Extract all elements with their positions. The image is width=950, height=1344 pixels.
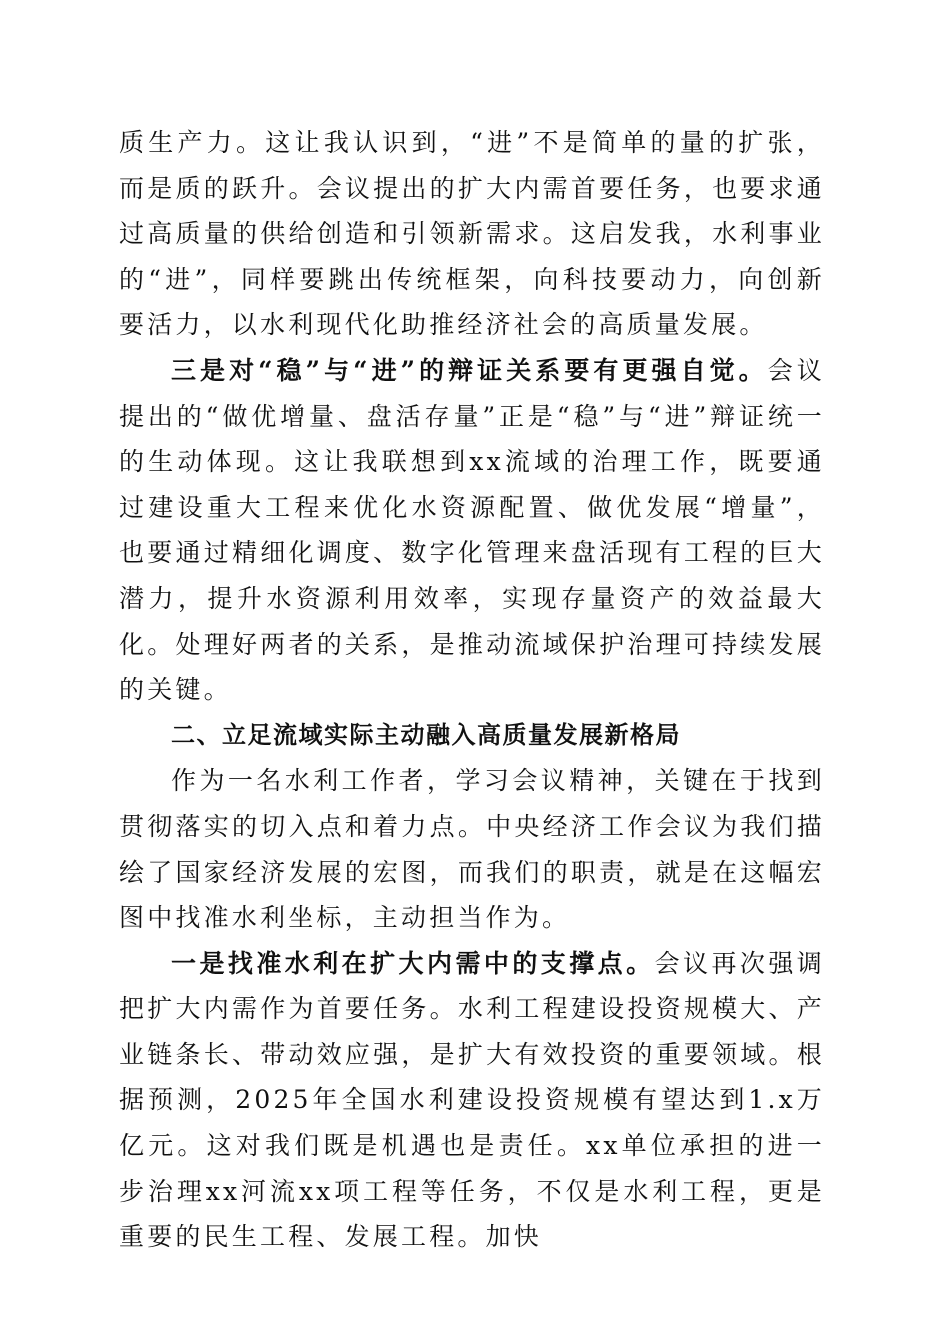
paragraph-section-intro: 作为一名水利工作者，学习会议精神，关键在于找到贯彻落实的切入点和着力点。中央经济工作会议为我们描绘了国家经济发展的宏图，而我们的职责，就是在这幅宏图中找准水利坐标，主动担当作为。 (119, 766, 825, 933)
section-heading-two: 二、立足流域实际主动融入高质量发展新格局 (171, 720, 681, 749)
point-one-lead: 一是找准水利在扩大内需中的支撑点。 (171, 948, 655, 978)
point-one-body: 会议再次强调把扩大内需作为首要任务。水利工程建设投资规模大、产业链条长、带动效应强，是扩大有效投资的重要领域。根据预测，2025年全国水利建设投资规模有望达到1.x万亿元。这对我们既是机遇也是责任。xx单位承担的进一步治理xx河流xx项工程等任务，不仅是水利工程，更是重要的民生工程、发展工程。加快 (119, 948, 826, 1252)
point-three-lead: 三是对“稳”与“进”的辩证关系要有更强自觉。 (171, 355, 768, 385)
document-body (119, 120, 825, 1260)
paragraph-continuation: 质生产力。这让我认识到，“进”不是简单的量的扩张，而是质的跃升。会议提出的扩大内需首要任务，也要求通过高质量的供给创造和引领新需求。这启发我，水利事业的“进”，同样要跳出传统框架，向科技要动力，向创新要活力，以水利现代化助推经济社会的高质量发展。 (119, 128, 825, 340)
paragraph-point-one (119, 941, 825, 1260)
point-three-body: 会议提出的“做优增量、盘活存量”正是“稳”与“进”辩证统一的生动体现。这让我联想到xx流域的治理工作，既要通过建设重大工程来优化水资源配置、做优发展“增量”，也要通过精细化调度、数字化管理来盘活现有工程的巨大潜力，提升水资源利用效率，实现存量资产的效益最大化。处理好两者的关系，是推动流域保护治理可持续发展的关键。 (119, 355, 826, 705)
paragraph-point-three (119, 348, 825, 713)
